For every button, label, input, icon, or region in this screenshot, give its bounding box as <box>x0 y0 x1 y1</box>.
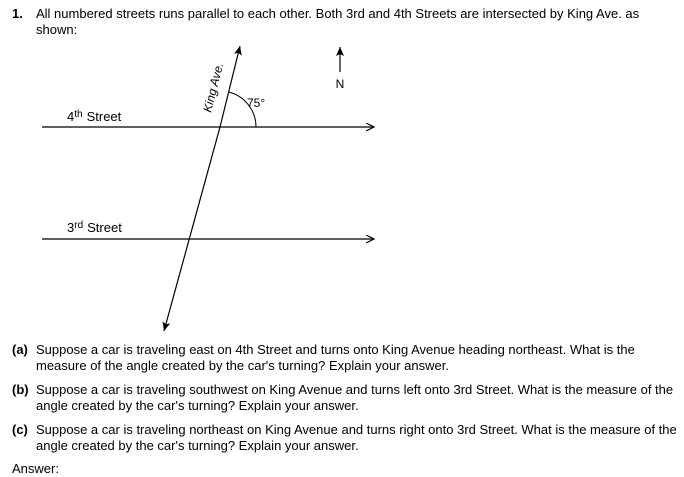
third-street-suffix: rd <box>74 220 84 231</box>
answer-label: Answer: <box>12 461 59 476</box>
part-label: (b) <box>12 382 29 397</box>
part-text: Suppose a car is traveling southwest on King Avenue and turns left onto 3rd Street. What is the measure of the angle created by the car's turning? Explain your answer. <box>36 382 674 413</box>
north-label: N <box>335 77 345 91</box>
part-label: (c) <box>12 422 28 437</box>
fourth-street-number: 4 <box>67 109 75 124</box>
part-text: Suppose a car is traveling east on 4th Street and turns onto King Avenue heading northeast. What is the measure of the angle created by the car's turning? Explain your answer. <box>36 342 635 373</box>
king-ave-line-south <box>164 127 220 331</box>
king-ave-line-north <box>220 46 240 127</box>
third-street-label <box>67 220 122 235</box>
question-part-a <box>12 342 678 374</box>
king-ave-label: King Ave. <box>200 61 227 114</box>
problem-stem: All numbered streets runs parallel to each other. Both 3rd and 4th Streets are intersected by King Ave. as shown: <box>36 6 640 37</box>
part-text: Suppose a car is traveling northeast on King Avenue and turns right onto 3rd Street. What is the measure of the angle created by the car's turning? Explain your answer. <box>36 422 677 453</box>
question-parts <box>12 342 678 462</box>
question-part-b <box>12 382 678 414</box>
third-street-word: Street <box>87 220 122 235</box>
part-label: (a) <box>12 342 28 357</box>
third-street-number: 3 <box>67 220 75 235</box>
problem-number: 1. <box>12 6 23 21</box>
fourth-street-label <box>67 109 122 124</box>
fourth-street-suffix: th <box>74 109 83 120</box>
fourth-street-word: Street <box>86 109 122 124</box>
question-part-c <box>12 422 678 454</box>
angle-label: 75° <box>247 96 266 110</box>
